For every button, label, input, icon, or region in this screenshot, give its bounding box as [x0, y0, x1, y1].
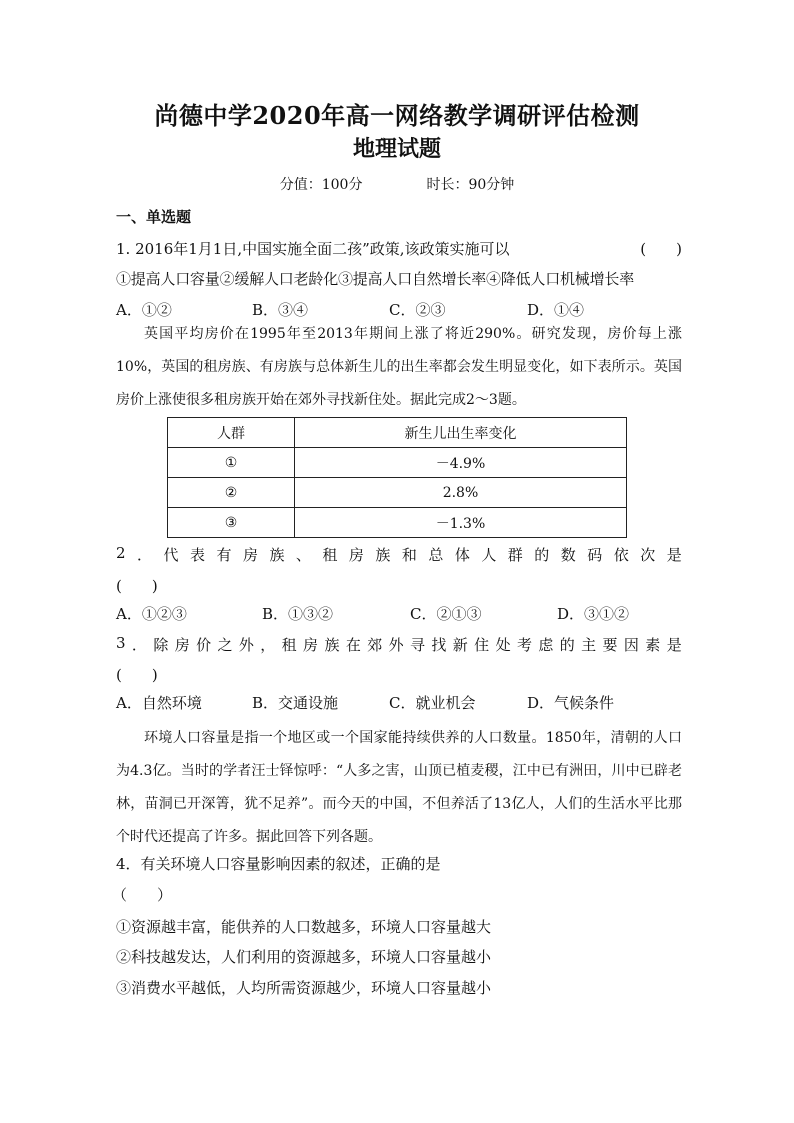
table-row: [168, 448, 627, 478]
q3-char: 房: [303, 636, 319, 654]
q3-option-d[interactable]: D．气候条件: [527, 694, 615, 712]
q1-statements: ①提高人口容量②缓解人口老龄化③提高人口自然增长率④降低人口机械增长率: [116, 270, 635, 288]
q3-char: ，: [260, 636, 276, 654]
q4-statement-2: ②科技越发达，人们利用的资源越多，环境人口容量越小: [116, 948, 492, 966]
q4-statement-1: ①资源越丰富，能供养的人口数越多，环境人口容量越大: [116, 918, 492, 936]
q2-char: 族: [269, 546, 285, 564]
q3-char: 价: [196, 636, 212, 654]
table-cell-change: 2.8%: [295, 478, 627, 508]
q2-char: ．: [137, 546, 153, 564]
q3-char: 外: [388, 636, 404, 654]
q2-char: 是: [666, 546, 682, 564]
table-cell-group: ①: [168, 448, 295, 478]
q2-option-d[interactable]: D．③①②: [557, 605, 630, 623]
q3-option-a[interactable]: A．自然环境: [116, 694, 202, 712]
q3-char: 虑: [538, 636, 554, 654]
q2-char: 有: [216, 546, 232, 564]
q3-char: 在: [345, 636, 361, 654]
q2-char: 房: [242, 546, 258, 564]
q3-char: 要: [602, 636, 618, 654]
q3-char: 处: [495, 636, 511, 654]
q2-char: 代: [163, 546, 179, 564]
q2-char: 2: [116, 544, 126, 562]
q2-char: 群: [507, 546, 523, 564]
q2-char: 房: [348, 546, 364, 564]
q2-option-a[interactable]: A．①②③: [116, 605, 187, 623]
q3-char: 郊: [367, 636, 383, 654]
q2-stem: [116, 544, 682, 565]
q4-stem: 4．有关环境人口容量影响因素的叙述，正确的是: [116, 855, 441, 873]
q3-char: 考: [516, 636, 532, 654]
q3-char: 寻: [410, 636, 426, 654]
q2-char: 总: [428, 546, 444, 564]
q2-char: 人: [481, 546, 497, 564]
q1-option-a[interactable]: A．①②: [116, 301, 172, 319]
score-label: 分值：100分: [279, 177, 363, 193]
q3-char: 找: [431, 636, 447, 654]
q2-char: 的: [534, 546, 550, 564]
q2-char: 表: [189, 546, 205, 564]
birthrate-table: [167, 417, 627, 538]
table-row: [168, 478, 627, 508]
q3-option-b[interactable]: B．交通设施: [252, 694, 339, 712]
table-row: [168, 508, 627, 538]
q2-char: 族: [375, 546, 391, 564]
q3-char: 外: [238, 636, 254, 654]
q1-stem: 1. 2016年1月1日,中国实施全面二孩”政策,该政策实施可以: [116, 240, 510, 258]
q2-char: 体: [454, 546, 470, 564]
q2-option-b[interactable]: B．①③②: [262, 605, 334, 623]
q3-char: 3: [116, 634, 126, 652]
q3-char: 素: [645, 636, 661, 654]
exam-meta: [0, 174, 794, 194]
q3-char: 主: [581, 636, 597, 654]
q3-stem: [116, 634, 682, 655]
table-header-cell: 新生儿出生率变化: [295, 418, 627, 448]
q3-char: 除: [153, 636, 169, 654]
q3-char: 族: [324, 636, 340, 654]
q3-char: ．: [131, 636, 147, 654]
passage-population: 环境人口容量是指一个地区或一个国家能持续供养的人口数量。1850年，清朝的人口为4.3亿。当时的学者汪士铎惊呼：“人多之害，山顶已植麦稷，江中已有洲田，川中已辟老林，苗洞已开深箐，犹不足养”。而今天的中国，不但养活了13亿人，人们的生活水平比那个时代还提高了许多。据此回答下列各题。: [116, 730, 682, 845]
q1-option-c[interactable]: C．②③: [389, 301, 446, 319]
q3-answer-paren: ( ): [116, 666, 158, 684]
q4-statement-3: ③消费水平越低，人均所需资源越少，环境人口容量越小: [116, 979, 492, 997]
duration-label: 时长：90分钟: [426, 177, 515, 193]
table-header-row: [168, 418, 627, 448]
q2-char: 码: [587, 546, 603, 564]
q2-char: 次: [640, 546, 656, 564]
q1-answer-paren: ( ): [640, 240, 682, 258]
q2-char: 数: [560, 546, 576, 564]
q2-char: 和: [401, 546, 417, 564]
q4-answer-paren: （ ）: [112, 886, 173, 904]
q3-char: 之: [217, 636, 233, 654]
q1-option-b[interactable]: B．③④: [252, 301, 309, 319]
table-cell-group: ③: [168, 508, 295, 538]
q3-char: 是: [666, 636, 682, 654]
q2-answer-paren: ( ): [116, 577, 158, 595]
q3-char: 房: [174, 636, 190, 654]
q3-char: 因: [623, 636, 639, 654]
q3-char: 租: [281, 636, 297, 654]
q2-char: 租: [322, 546, 338, 564]
table-cell-group: ②: [168, 478, 295, 508]
q2-char: 、: [295, 546, 311, 564]
q2-option-c[interactable]: C．②①③: [410, 605, 482, 623]
section-heading: 一、单选题: [116, 208, 192, 226]
passage-housing: 英国平均房价在1995年至2013年期间上涨了将近290%。研究发现，房价每上涨10%，英国的租房族、有房族与总体新生儿的出生率都会发生明显变化，如下表所示。英国房价上涨使很多租房族开始在郊外寻找新住处。据此完成2～3题。: [116, 326, 682, 408]
exam-title: 尚德中学2020年高一网络教学调研评估检测: [154, 101, 640, 130]
q3-char: 的: [559, 636, 575, 654]
table-cell-change: －1.3%: [295, 508, 627, 538]
q3-char: 住: [474, 636, 490, 654]
q2-char: 依: [613, 546, 629, 564]
q1-option-d[interactable]: D．①④: [527, 301, 585, 319]
q3-char: 新: [452, 636, 468, 654]
table-cell-change: －4.9%: [295, 448, 627, 478]
exam-subtitle: 地理试题: [352, 136, 441, 162]
q3-option-c[interactable]: C．就业机会: [389, 694, 476, 712]
table-header-cell: 人群: [168, 418, 295, 448]
